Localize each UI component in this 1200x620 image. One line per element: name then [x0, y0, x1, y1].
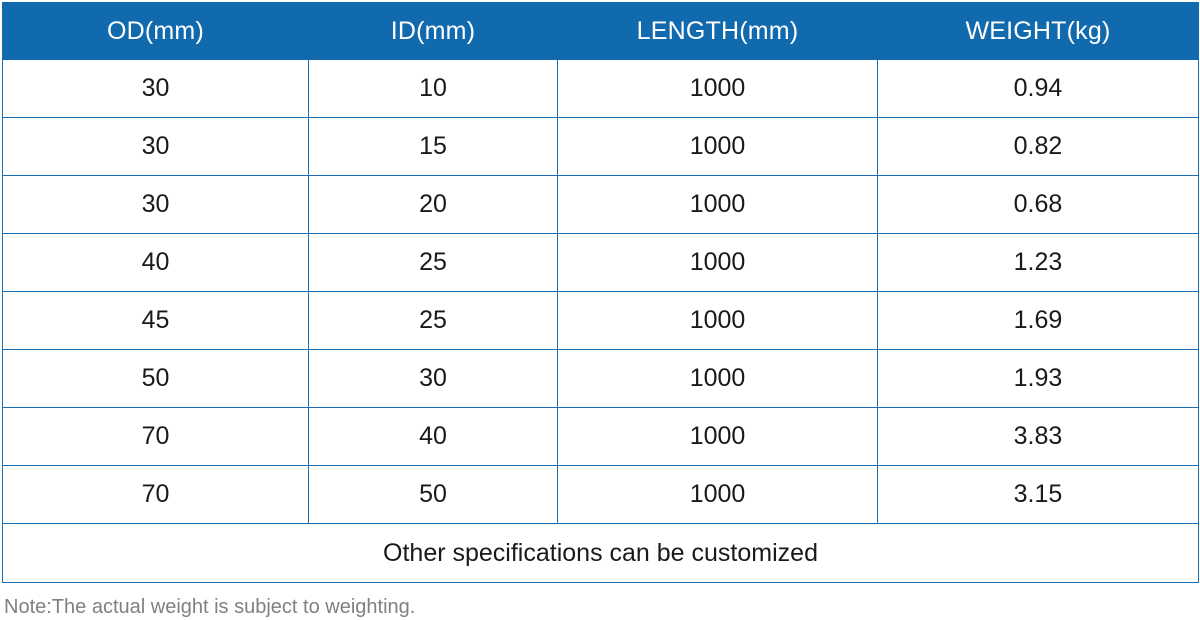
cell-od: 30: [3, 176, 309, 234]
table-row: [3, 466, 1199, 524]
table-row: [3, 118, 1199, 176]
cell-weight: 3.83: [878, 408, 1199, 466]
cell-od: 70: [3, 408, 309, 466]
cell-length: 1000: [558, 176, 878, 234]
cell-od: 40: [3, 234, 309, 292]
table-body: [3, 60, 1199, 583]
table-row: [3, 234, 1199, 292]
column-header-od: OD(mm): [3, 3, 309, 60]
cell-od: 70: [3, 466, 309, 524]
cell-weight: 1.23: [878, 234, 1199, 292]
cell-od: 30: [3, 60, 309, 118]
column-header-length: LENGTH(mm): [558, 3, 878, 60]
cell-id: 30: [309, 350, 558, 408]
weight-disclaimer-note: Note:The actual weight is subject to weighting.: [4, 596, 416, 618]
cell-weight: 0.94: [878, 60, 1199, 118]
cell-length: 1000: [558, 466, 878, 524]
cell-weight: 1.69: [878, 292, 1199, 350]
table-header-row: [3, 3, 1199, 60]
cell-weight: 3.15: [878, 466, 1199, 524]
cell-id: 40: [309, 408, 558, 466]
column-header-weight: WEIGHT(kg): [878, 3, 1199, 60]
cell-id: 10: [309, 60, 558, 118]
cell-length: 1000: [558, 234, 878, 292]
table-row: [3, 292, 1199, 350]
specification-table: [2, 2, 1199, 583]
column-header-id: ID(mm): [309, 3, 558, 60]
table-row: [3, 350, 1199, 408]
cell-id: 15: [309, 118, 558, 176]
cell-weight: 1.93: [878, 350, 1199, 408]
cell-id: 25: [309, 292, 558, 350]
cell-weight: 0.82: [878, 118, 1199, 176]
cell-length: 1000: [558, 292, 878, 350]
table-row: [3, 408, 1199, 466]
cell-od: 45: [3, 292, 309, 350]
table-header: [3, 3, 1199, 60]
table-row: [3, 60, 1199, 118]
cell-weight: 0.68: [878, 176, 1199, 234]
cell-id: 25: [309, 234, 558, 292]
cell-length: 1000: [558, 350, 878, 408]
cell-id: 20: [309, 176, 558, 234]
cell-od: 30: [3, 118, 309, 176]
cell-length: 1000: [558, 118, 878, 176]
specification-page: [0, 2, 1200, 620]
cell-id: 50: [309, 466, 558, 524]
custom-specification-note: Other specifications can be customized: [3, 524, 1199, 583]
cell-length: 1000: [558, 60, 878, 118]
cell-length: 1000: [558, 408, 878, 466]
cell-od: 50: [3, 350, 309, 408]
table-row: [3, 176, 1199, 234]
table-footer-row: [3, 524, 1199, 583]
